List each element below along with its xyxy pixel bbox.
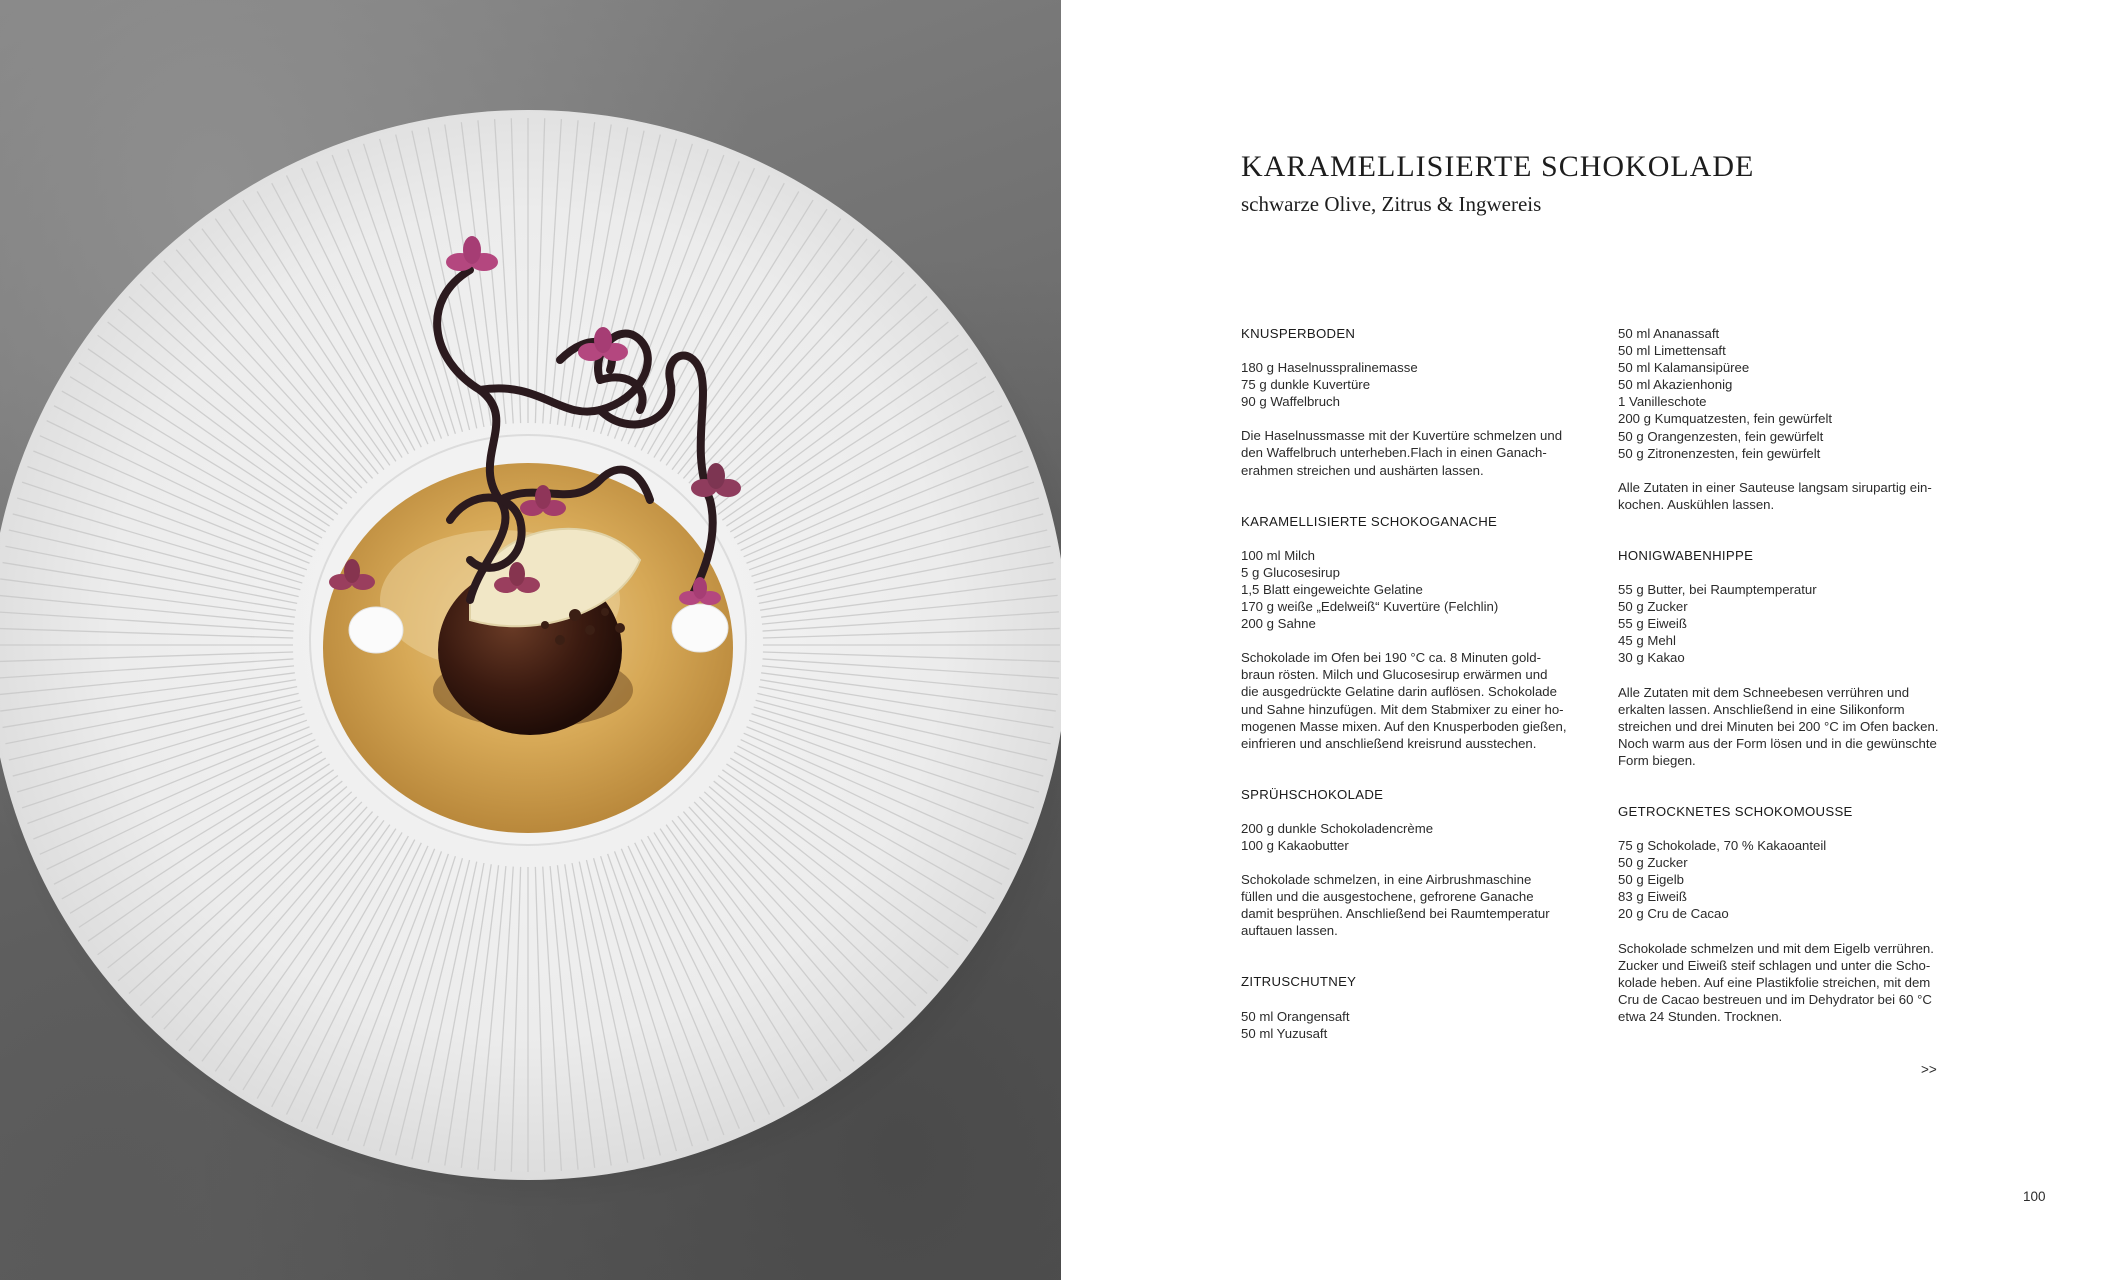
method-line: Alle Zutaten in einer Sauteuse langsam sirupartig ein-: [1618, 479, 1932, 495]
ingredient-list: [1241, 1008, 1571, 1042]
ingredient-item: 30 g Kakao: [1618, 650, 1685, 666]
ingredient-item: 50 g Zitronenzesten, fein gewürfelt: [1618, 445, 1821, 461]
meringue-left: [349, 607, 403, 653]
method-line: kochen. Auskühlen lassen.: [1618, 496, 1775, 512]
method-line: Noch warm aus der Form lösen und in die gewünschte: [1618, 735, 1937, 751]
method-line: die ausgedrückte Gelatine darin auflösen. Schokolade: [1241, 684, 1557, 700]
ingredient-item: 90 g Waffelbruch: [1241, 394, 1340, 410]
meringue-right: [672, 604, 728, 652]
ingredient-list: [1618, 325, 1948, 462]
ingredient-item: 50 ml Limettensaft: [1618, 343, 1726, 359]
method-text: [1618, 479, 1948, 513]
ingredient-item: 50 g Orangenzesten, fein gewürfelt: [1618, 428, 1824, 444]
method-line: damit besprühen. Anschließend bei Raumtemperatur: [1241, 906, 1550, 922]
method-text: [1618, 684, 1948, 769]
ingredient-item: 50 g Zucker: [1618, 855, 1688, 871]
recipe-section: [1241, 513, 1571, 752]
ingredient-list: [1618, 581, 1948, 666]
method-text: [1241, 427, 1571, 478]
recipe-section: [1618, 547, 1948, 769]
method-line: Cru de Cacao bestreuen und im Dehydrator bei 60 °C: [1618, 991, 1932, 1007]
section-title: KNUSPERBODEN: [1241, 326, 1356, 341]
ingredient-item: 55 g Eiweiß: [1618, 616, 1687, 632]
method-text: [1241, 871, 1571, 939]
ingredient-item: 200 g Sahne: [1241, 616, 1316, 632]
section-title: HONIGWABENHIPPE: [1618, 547, 1754, 563]
section-title: GETROCKNETES SCHOKOMOUSSE: [1618, 803, 1853, 819]
ingredient-item: 50 g Eigelb: [1618, 872, 1684, 888]
recipe-section: [1241, 786, 1571, 940]
method-line: etwa 24 Stunden. Trocknen.: [1618, 1008, 1783, 1024]
ingredient-item: 200 g Kumquatzesten, fein gewürfelt: [1618, 411, 1833, 427]
method-line: auftauen lassen.: [1241, 923, 1338, 939]
method-line: Schokolade schmelzen, in eine Airbrushmaschine: [1241, 872, 1532, 888]
section-title: ZITRUSCHUTNEY: [1241, 974, 1357, 990]
ingredient-item: 55 g Butter, bei Raumptemperatur: [1618, 582, 1817, 598]
ingredient-item: 50 ml Ananassaft: [1618, 326, 1720, 341]
recipe-page: [1061, 0, 2119, 1280]
ingredient-item: 100 ml Milch: [1241, 547, 1316, 563]
recipe-section: [1241, 973, 1571, 1041]
method-line: Die Haselnussmasse mit der Kuvertüre schmelzen und: [1241, 428, 1563, 444]
method-line: mogenen Masse mixen. Auf den Knusperboden gießen,: [1241, 718, 1567, 734]
ingredient-item: 20 g Cru de Cacao: [1618, 906, 1729, 922]
recipe-title: KARAMELLISIERTE SCHOKOLADE: [1241, 150, 1755, 183]
method-line: streichen und drei Minuten bei 200 °C im Ofen backen.: [1618, 718, 1939, 734]
ingredient-item: 1 Vanilleschote: [1618, 394, 1707, 410]
method-line: Alle Zutaten mit dem Schneebesen verrühren und: [1618, 684, 1910, 700]
method-line: braun rösten. Milch und Glucosesirup erwärmen und: [1241, 667, 1548, 683]
ingredient-item: 200 g dunkle Schokoladencrème: [1241, 820, 1434, 836]
ingredient-item: 180 g Haselnusspralinemasse: [1241, 360, 1418, 376]
method-line: einfrieren und anschließend kreisrund ausstechen.: [1241, 735, 1537, 751]
ingredient-list: [1241, 547, 1571, 632]
ingredient-item: 83 g Eiweiß: [1618, 889, 1687, 905]
method-line: Zucker und Eiweiß steif schlagen und unter die Scho-: [1618, 957, 1931, 973]
ingredient-item: 75 g dunkle Kuvertüre: [1241, 377, 1371, 393]
method-text: [1618, 940, 1948, 1025]
ingredient-item: 50 ml Kalamansipüree: [1618, 360, 1750, 376]
recipe-column-left: [1241, 325, 1571, 1076]
method-line: den Waffelbruch unterheben.Flach in einen Ganach-: [1241, 445, 1547, 461]
method-line: erkalten lassen. Anschließend in eine Silikonform: [1618, 701, 1905, 717]
method-line: kolade heben. Auf eine Plastikfolie streichen, mit dem: [1618, 974, 1931, 990]
method-text: [1241, 649, 1571, 752]
section-title: SPRÜHSCHOKOLADE: [1241, 786, 1384, 802]
ingredient-item: 75 g Schokolade, 70 % Kakaoanteil: [1618, 838, 1827, 854]
method-line: und Sahne hinzufügen. Mit dem Stabmixer zu einer ho-: [1241, 701, 1564, 717]
ingredient-list: [1618, 837, 1948, 922]
recipe-section: [1618, 325, 1948, 513]
ingredient-item: 50 ml Akazienhonig: [1618, 377, 1733, 393]
recipe-section: [1618, 803, 1948, 1025]
ingredient-list: [1241, 359, 1571, 410]
method-line: Form biegen.: [1618, 752, 1696, 768]
ingredient-item: 170 g weiße „Edelweiß“ Kuvertüre (Felchlin): [1241, 599, 1499, 615]
method-line: Schokolade im Ofen bei 190 °C ca. 8 Minuten gold-: [1241, 650, 1541, 666]
ingredient-item: 45 g Mehl: [1618, 633, 1676, 649]
recipe-column-right: [1618, 325, 1948, 1059]
method-line: erahmen streichen und aushärten lassen.: [1241, 462, 1484, 478]
continue-marker: >>: [1921, 1062, 1937, 1077]
ingredient-item: 100 g Kakaobutter: [1241, 837, 1349, 853]
recipe-section: [1241, 325, 1571, 479]
method-line: füllen und die ausgestochene, gefrorene Ganache: [1241, 889, 1534, 905]
ingredient-item: 50 ml Yuzusaft: [1241, 1025, 1328, 1041]
section-title: KARAMELLISIERTE SCHOKOGANACHE: [1241, 513, 1498, 529]
ingredient-item: 1,5 Blatt eingeweichte Gelatine: [1241, 581, 1423, 597]
ingredient-item: 50 g Zucker: [1618, 599, 1688, 615]
page-number: 100: [2023, 1189, 2046, 1204]
recipe-subtitle: schwarze Olive, Zitrus & Ingwereis: [1241, 192, 1542, 216]
ingredient-item: 5 g Glucosesirup: [1241, 564, 1340, 580]
ingredient-list: [1241, 820, 1571, 854]
ingredient-item: 50 ml Orangensaft: [1241, 1008, 1350, 1024]
method-line: Schokolade schmelzen und mit dem Eigelb verrühren.: [1618, 940, 1934, 956]
